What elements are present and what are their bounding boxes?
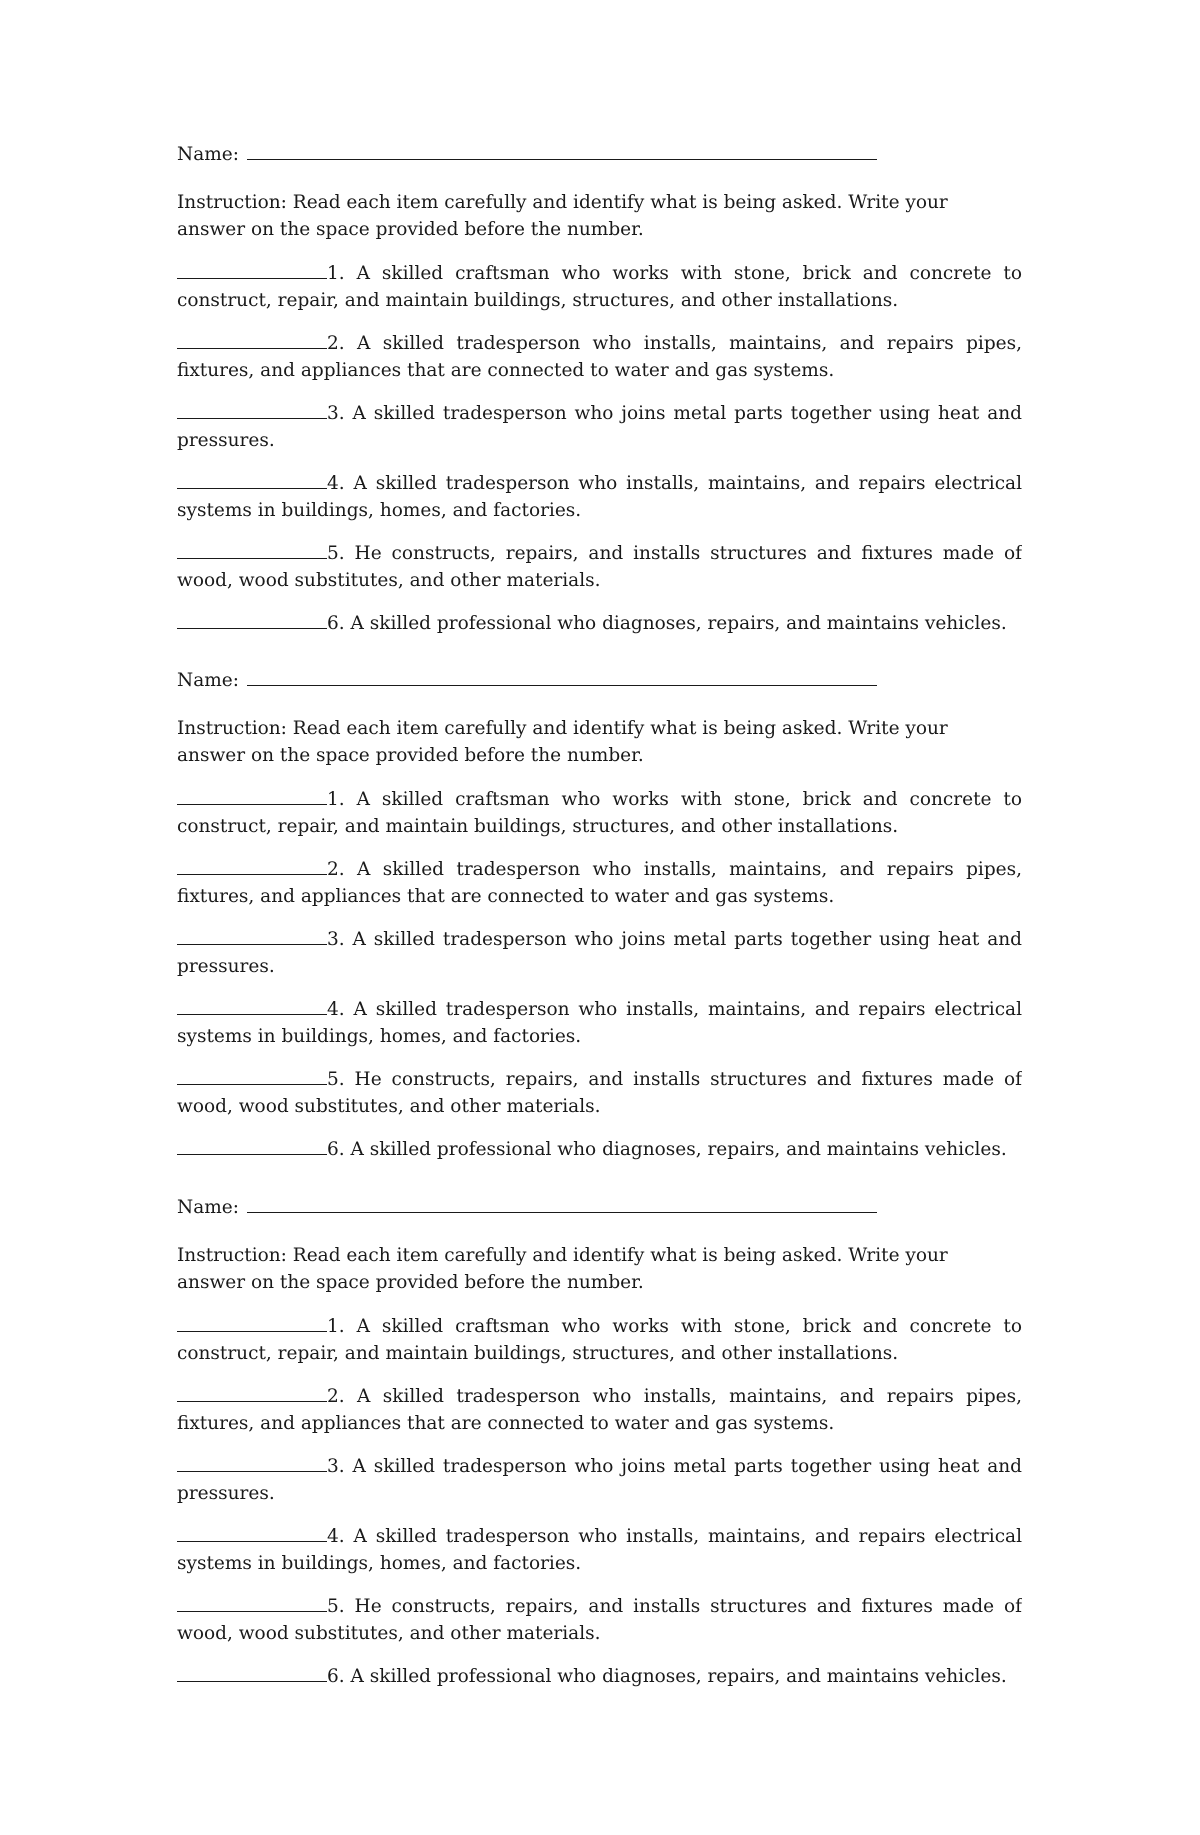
question-item-1 bbox=[177, 259, 1022, 313]
name-label: Name: bbox=[177, 144, 239, 165]
name-row bbox=[177, 140, 1022, 167]
question-item-1 bbox=[177, 1312, 1022, 1366]
question-item-2 bbox=[177, 329, 1022, 383]
answer-blank-3[interactable] bbox=[177, 925, 327, 945]
question-item-3 bbox=[177, 399, 1022, 453]
question-text-3: 3. A skilled tradesperson who joins metal parts together using heat and pressures. bbox=[177, 929, 1022, 977]
answer-blank-3[interactable] bbox=[177, 399, 327, 419]
answer-blank-5[interactable] bbox=[177, 1065, 327, 1085]
question-item-5 bbox=[177, 539, 1022, 593]
question-item-6 bbox=[177, 609, 1022, 636]
question-text-3: 3. A skilled tradesperson who joins metal parts together using heat and pressures. bbox=[177, 403, 1022, 451]
answer-blank-5[interactable] bbox=[177, 539, 327, 559]
name-row bbox=[177, 1193, 1022, 1220]
question-item-2 bbox=[177, 1382, 1022, 1436]
question-text-1: 1. A skilled craftsman who works with stone, brick and concrete to construct, repair, and maintain buildings, structures, and other installations. bbox=[177, 263, 1022, 311]
name-label: Name: bbox=[177, 1197, 239, 1218]
worksheet-3 bbox=[177, 1193, 1022, 1705]
question-text-5: 5. He constructs, repairs, and installs structures and fixtures made of wood, wood substitutes, and other materials. bbox=[177, 1596, 1022, 1644]
answer-blank-1[interactable] bbox=[177, 1312, 327, 1332]
name-blank[interactable] bbox=[247, 140, 877, 160]
answer-blank-6[interactable] bbox=[177, 609, 327, 629]
worksheet-2 bbox=[177, 666, 1022, 1178]
question-item-2 bbox=[177, 855, 1022, 909]
answer-blank-2[interactable] bbox=[177, 329, 327, 349]
name-blank[interactable] bbox=[247, 666, 877, 686]
question-text-4: 4. A skilled tradesperson who installs, maintains, and repairs electrical systems in buildings, homes, and factories. bbox=[177, 999, 1022, 1047]
question-item-6 bbox=[177, 1135, 1022, 1162]
question-text-1: 1. A skilled craftsman who works with stone, brick and concrete to construct, repair, and maintain buildings, structures, and other installations. bbox=[177, 1316, 1022, 1364]
question-item-4 bbox=[177, 469, 1022, 523]
answer-blank-5[interactable] bbox=[177, 1592, 327, 1612]
name-label: Name: bbox=[177, 670, 239, 691]
question-text-5: 5. He constructs, repairs, and installs structures and fixtures made of wood, wood substitutes, and other materials. bbox=[177, 1069, 1022, 1117]
question-item-4 bbox=[177, 1522, 1022, 1576]
question-item-5 bbox=[177, 1065, 1022, 1119]
instruction-text: Instruction: Read each item carefully and identify what is being asked. Write your answer on the space provided before the number. bbox=[177, 192, 948, 240]
question-item-5 bbox=[177, 1592, 1022, 1646]
question-item-1 bbox=[177, 785, 1022, 839]
name-row bbox=[177, 666, 1022, 693]
question-text-6: 6. A skilled professional who diagnoses, repairs, and maintains vehicles. bbox=[327, 613, 1007, 634]
question-text-6: 6. A skilled professional who diagnoses, repairs, and maintains vehicles. bbox=[327, 1666, 1007, 1687]
instruction-text: Instruction: Read each item carefully and identify what is being asked. Write your answer on the space provided before the number. bbox=[177, 718, 948, 766]
worksheet-1 bbox=[177, 140, 1022, 652]
question-text-2: 2. A skilled tradesperson who installs, maintains, and repairs pipes, fixtures, and appliances that are connected to water and gas systems. bbox=[177, 1386, 1022, 1434]
question-text-4: 4. A skilled tradesperson who installs, maintains, and repairs electrical systems in buildings, homes, and factories. bbox=[177, 1526, 1022, 1574]
question-text-2: 2. A skilled tradesperson who installs, maintains, and repairs pipes, fixtures, and appliances that are connected to water and gas systems. bbox=[177, 859, 1022, 907]
answer-blank-4[interactable] bbox=[177, 995, 327, 1015]
question-text-2: 2. A skilled tradesperson who installs, maintains, and repairs pipes, fixtures, and appliances that are connected to water and gas systems. bbox=[177, 333, 1022, 381]
instruction-text: Instruction: Read each item carefully and identify what is being asked. Write your answer on the space provided before the number. bbox=[177, 1245, 948, 1293]
question-item-4 bbox=[177, 995, 1022, 1049]
question-text-6: 6. A skilled professional who diagnoses, repairs, and maintains vehicles. bbox=[327, 1139, 1007, 1160]
question-text-3: 3. A skilled tradesperson who joins metal parts together using heat and pressures. bbox=[177, 1456, 1022, 1504]
question-item-6 bbox=[177, 1662, 1022, 1689]
name-blank[interactable] bbox=[247, 1193, 877, 1213]
answer-blank-1[interactable] bbox=[177, 785, 327, 805]
question-text-5: 5. He constructs, repairs, and installs structures and fixtures made of wood, wood substitutes, and other materials. bbox=[177, 543, 1022, 591]
answer-blank-4[interactable] bbox=[177, 469, 327, 489]
question-item-3 bbox=[177, 925, 1022, 979]
answer-blank-2[interactable] bbox=[177, 855, 327, 875]
answer-blank-6[interactable] bbox=[177, 1135, 327, 1155]
answer-blank-4[interactable] bbox=[177, 1522, 327, 1542]
answer-blank-3[interactable] bbox=[177, 1452, 327, 1472]
answer-blank-2[interactable] bbox=[177, 1382, 327, 1402]
question-text-4: 4. A skilled tradesperson who installs, maintains, and repairs electrical systems in buildings, homes, and factories. bbox=[177, 473, 1022, 521]
answer-blank-1[interactable] bbox=[177, 259, 327, 279]
question-text-1: 1. A skilled craftsman who works with stone, brick and concrete to construct, repair, and maintain buildings, structures, and other installations. bbox=[177, 789, 1022, 837]
question-item-3 bbox=[177, 1452, 1022, 1506]
answer-blank-6[interactable] bbox=[177, 1662, 327, 1682]
